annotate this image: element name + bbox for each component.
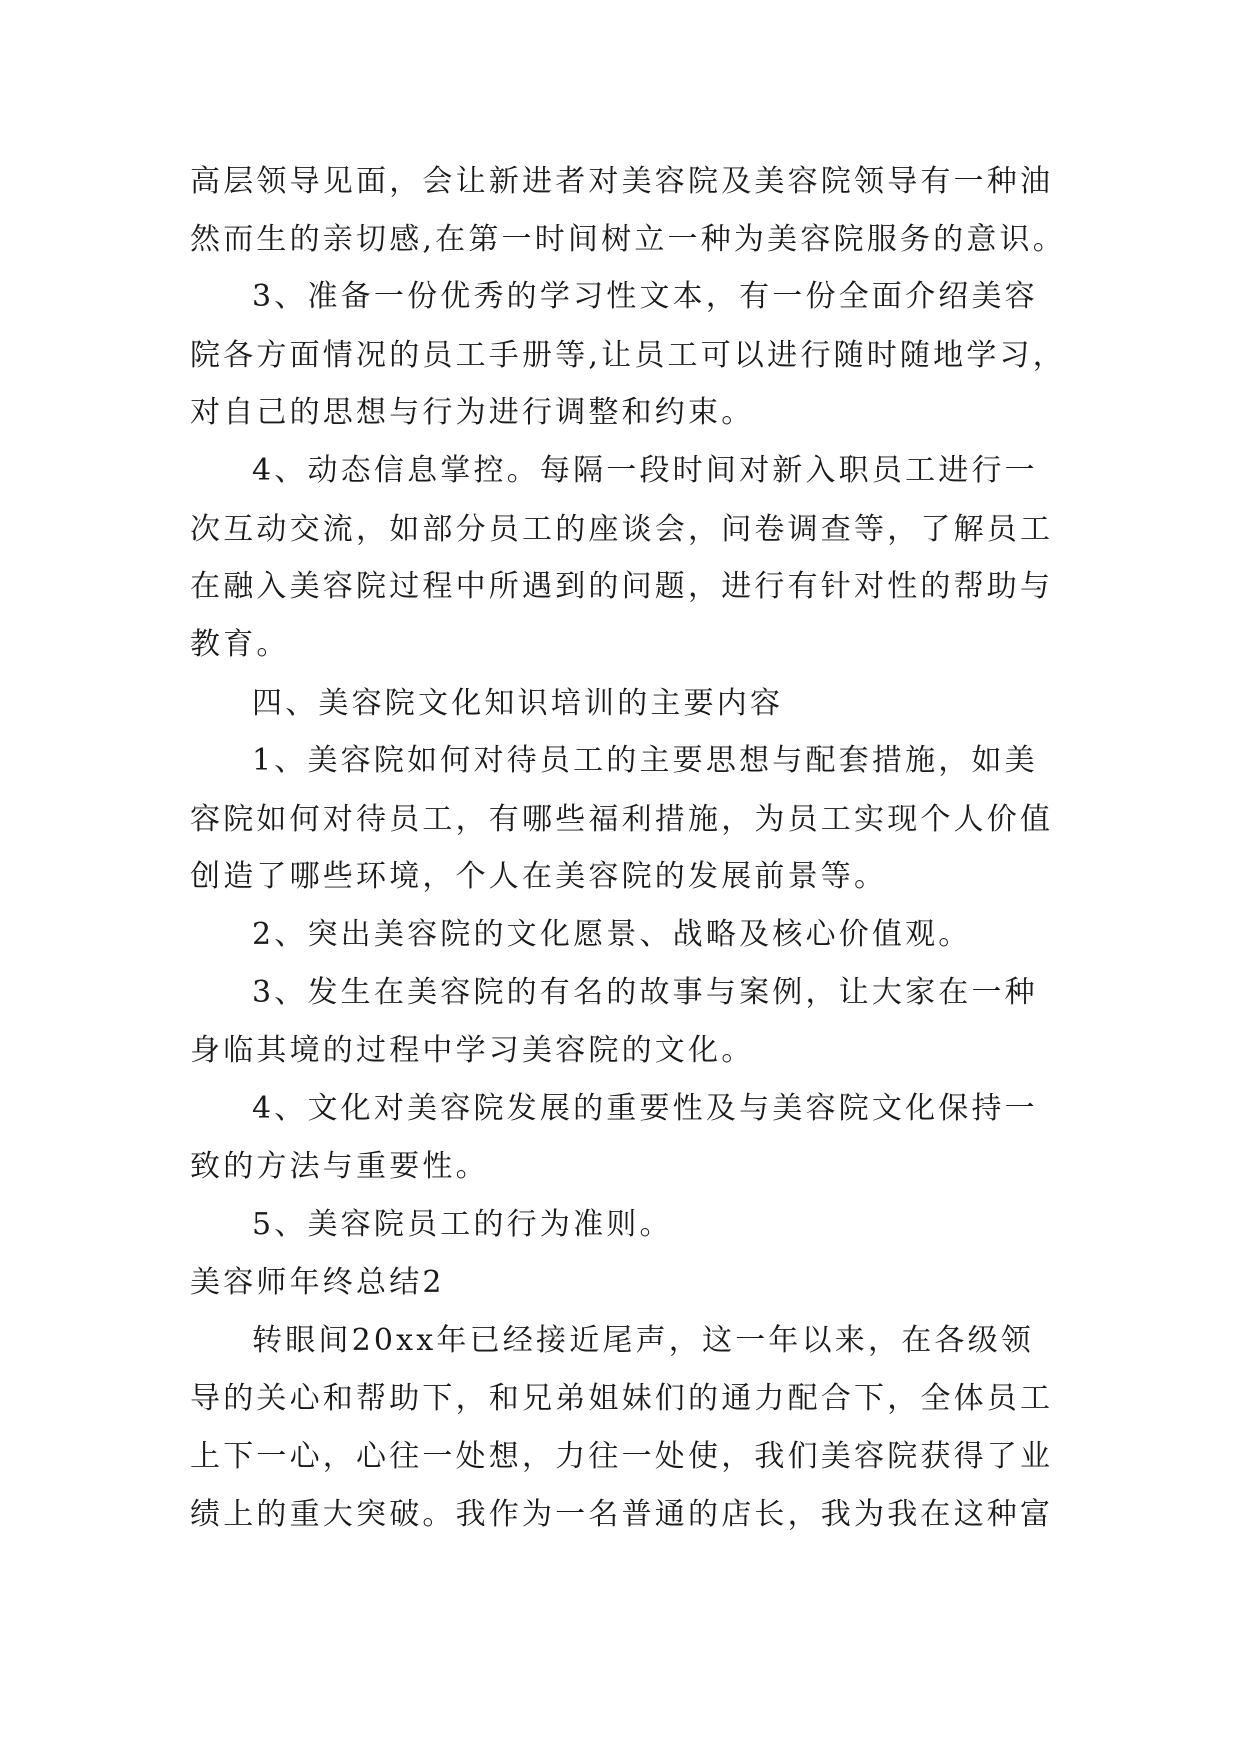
- text-line: 3、准备一份优秀的学习性文本，有一份全面介绍美容: [252, 279, 1038, 314]
- text-line: 创造了哪些环境，个人在美容院的发展前景等。: [190, 859, 888, 894]
- text-line: 绩上的重大突破。我作为一名普通的店长，我为我在这种富: [190, 1497, 1054, 1532]
- text-line: 院各方面情况的员工手册等,让员工可以进行随时随地学习，: [190, 338, 1066, 373]
- text-line: 高层领导见面，会让新进者对美容院及美容院领导有一种油: [190, 164, 1054, 199]
- text-line: 教育。: [190, 627, 290, 662]
- text-line: 4、动态信息掌控。每隔一段时间对新入职员工进行一: [252, 453, 1038, 488]
- text-line: 然而生的亲切感,在第一时间树立一种为美容院服务的意识。: [190, 222, 1066, 257]
- text-line: 容院如何对待员工，有哪些福利措施，为员工实现个人价值: [190, 802, 1054, 837]
- text-line: 上下一心，心往一处想，力往一处使，我们美容院获得了业: [190, 1439, 1054, 1474]
- text-line: 4、文化对美容院发展的重要性及与美容院文化保持一: [252, 1091, 1038, 1126]
- text-line: 在融入美容院过程中所遇到的问题，进行有针对性的帮助与: [190, 569, 1054, 604]
- text-line: 5、美容院员工的行为准则。: [252, 1207, 673, 1242]
- text-line: 对自己的思想与行为进行调整和约束。: [190, 395, 755, 430]
- text-line: 3、发生在美容院的有名的故事与案例，让大家在一种: [252, 975, 1038, 1010]
- text-line: 转眼间20xx年已经接近尾声，这一年以来，在各级领: [252, 1323, 1035, 1358]
- document-title: 美容师年终总结2: [190, 1265, 445, 1300]
- text-line: 次互动交流，如部分员工的座谈会，问卷调查等，了解员工: [190, 512, 1054, 547]
- text-line: 致的方法与重要性。: [190, 1149, 489, 1184]
- section-heading: 四、美容院文化知识培训的主要内容: [252, 686, 784, 721]
- text-line: 1、美容院如何对待员工的主要思想与配套措施，如美: [252, 743, 1038, 778]
- text-line: 2、突出美容院的文化愿景、战略及核心价值观。: [252, 917, 972, 952]
- text-line: 导的关心和帮助下，和兄弟姐妹们的通力配合下，全体员工: [190, 1381, 1054, 1416]
- text-line: 身临其境的过程中学习美容院的文化。: [190, 1033, 755, 1068]
